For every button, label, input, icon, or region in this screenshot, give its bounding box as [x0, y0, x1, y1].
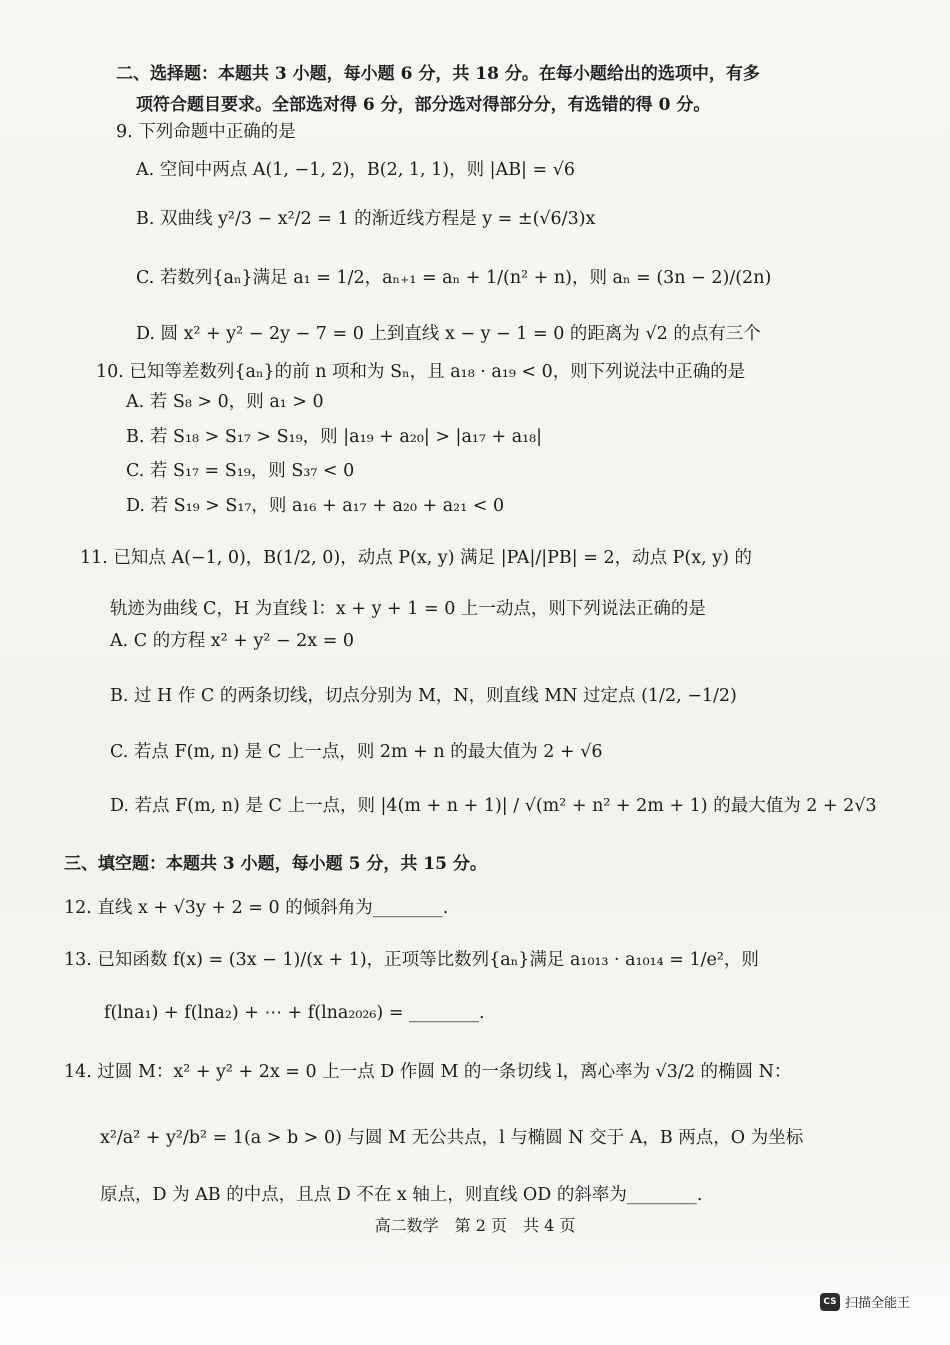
q9-option-b: B. 双曲线 y²/3 − x²/2 = 1 的渐近线方程是 y = ±(√6/3)x	[136, 209, 596, 229]
page-footer: 高二数学 第 2 页 共 4 页	[374, 1216, 576, 1235]
q9-option-c: C. 若数列{aₙ}满足 a₁ = 1/2，aₙ₊₁ = aₙ + 1/(n² + n)，则 aₙ = (3n − 2)/(2n)	[136, 268, 772, 288]
q10-option-b: B. 若 S₁₈ > S₁₇ > S₁₉，则 |a₁₉ + a₂₀| > |a₁₇ + a₁₈|	[126, 427, 543, 447]
section3-header: 三、填空题：本题共 3 小题，每小题 5 分，共 15 分。	[64, 854, 487, 874]
q14-line3: 原点，D 为 AB 的中点，且点 D 不在 x 轴上，则直线 OD 的斜率为________.	[100, 1185, 703, 1205]
q11-option-c: C. 若点 F(m, n) 是 C 上一点，则 2m + n 的最大值为 2 + √6	[110, 742, 603, 762]
q11-option-b: B. 过 H 作 C 的两条切线，切点分别为 M，N，则直线 MN 过定点 (1/2, −1/2)	[110, 686, 737, 706]
q9-option-a: A. 空间中两点 A(1, −1, 2)，B(2, 1, 1)，则 |AB| = √6	[136, 160, 576, 180]
q9-option-d: D. 圆 x² + y² − 2y − 7 = 0 上到直线 x − y − 1 = 0 的距离为 √2 的点有三个	[136, 324, 761, 344]
scanner-watermark	[820, 1292, 910, 1311]
q10-option-c: C. 若 S₁₇ = S₁₉，则 S₃₇ < 0	[126, 461, 355, 481]
section2-header-line2: 项符合题目要求。全部选对得 6 分，部分选对得部分分，有选错的得 0 分。	[136, 95, 711, 115]
camscanner-logo-icon: CS	[820, 1293, 840, 1311]
q12: 12. 直线 x + √3y + 2 = 0 的倾斜角为________.	[64, 898, 449, 918]
q10-option-a: A. 若 S₈ > 0，则 a₁ > 0	[126, 392, 324, 412]
q13-line2: f(lna₁) + f(lna₂) + ⋯ + f(lna₂₀₂₆) = ________.	[104, 1003, 485, 1023]
q11-option-d: D. 若点 F(m, n) 是 C 上一点，则 |4(m + n + 1)| / √(m² + n² + 2m + 1) 的最大值为 2 + 2√3	[110, 796, 877, 816]
q11-stem-line1: 11. 已知点 A(−1, 0)，B(1/2, 0)，动点 P(x, y) 满足 |PA|/|PB| = 2，动点 P(x, y) 的	[80, 548, 753, 568]
watermark-text: 扫描全能王	[845, 1296, 911, 1311]
q13-line1: 13. 已知函数 f(x) = (3x − 1)/(x + 1)，正项等比数列{aₙ}满足 a₁₀₁₃ · a₁₀₁₄ = 1/e²，则	[64, 950, 759, 970]
q11-stem-line2: 轨迹为曲线 C，H 为直线 l：x + y + 1 = 0 上一动点，则下列说法正确的是	[110, 599, 706, 619]
q9-stem: 9. 下列命题中正确的是	[116, 122, 296, 142]
q10-stem: 10. 已知等差数列{aₙ}的前 n 项和为 Sₙ，且 a₁₈ · a₁₉ < 0，则下列说法中正确的是	[96, 362, 746, 382]
section2-header-line1: 二、选择题：本题共 3 小题，每小题 6 分，共 18 分。在每小题给出的选项中，有多	[116, 64, 760, 84]
q10-option-d: D. 若 S₁₉ > S₁₇，则 a₁₆ + a₁₇ + a₂₀ + a₂₁ < 0	[126, 496, 505, 516]
q14-line2: x²/a² + y²/b² = 1(a > b > 0) 与圆 M 无公共点，l 与椭圆 N 交于 A，B 两点，O 为坐标	[100, 1128, 804, 1148]
q11-option-a: A. C 的方程 x² + y² − 2x = 0	[110, 631, 355, 651]
q14-line1: 14. 过圆 M：x² + y² + 2x = 0 上一点 D 作圆 M 的一条切线 l，离心率为 √3/2 的椭圆 N：	[64, 1062, 792, 1082]
